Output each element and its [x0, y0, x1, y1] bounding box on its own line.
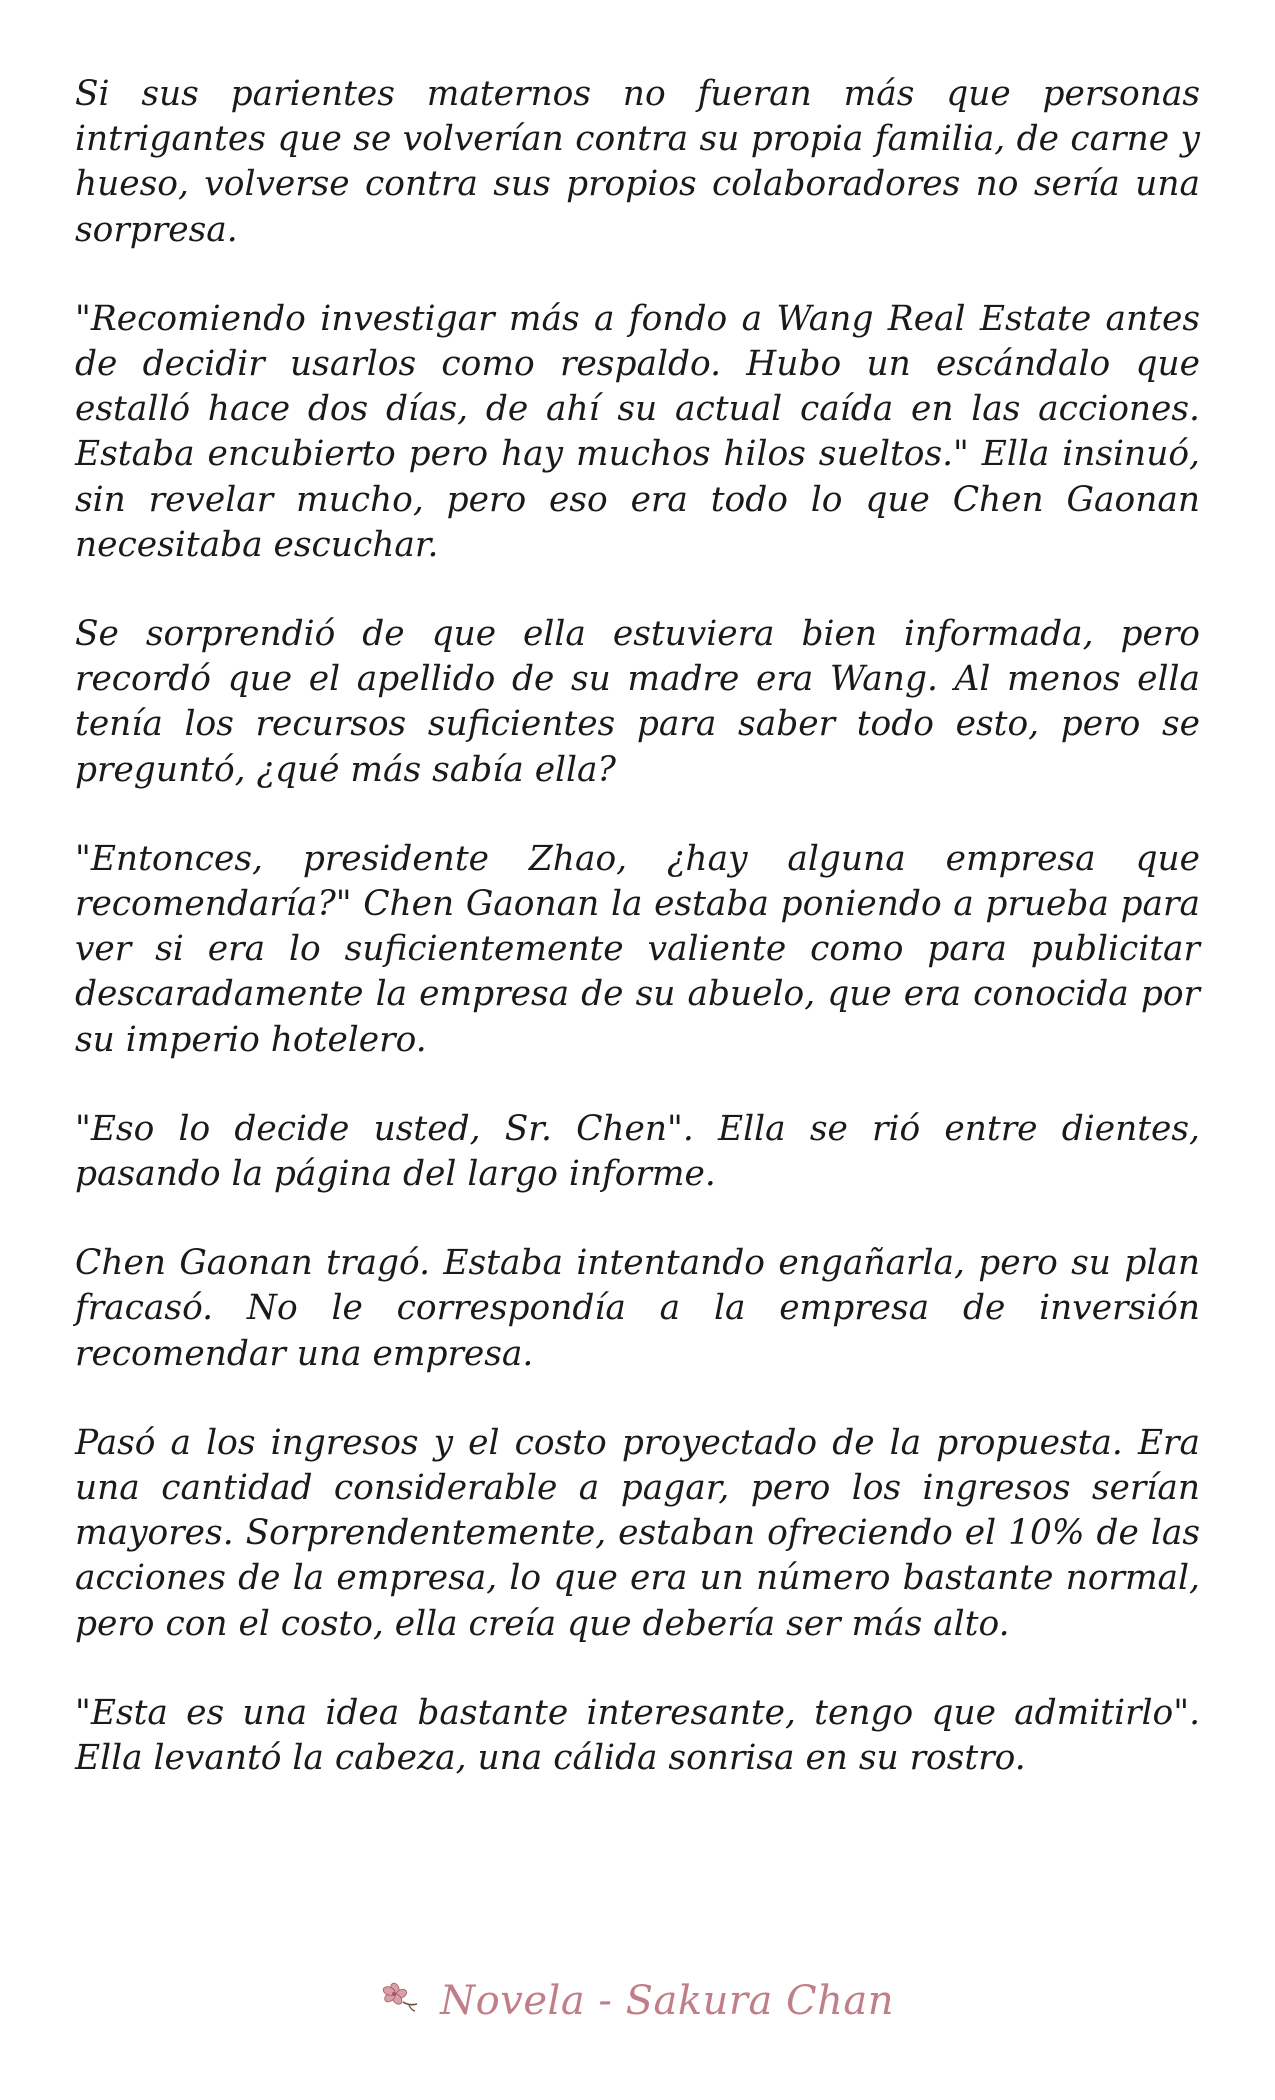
- paragraph-2: "Recomiendo investigar más a fondo a Wang Real Estate antes de decidir usarlos como respaldo. Hubo un escándalo que estalló hace dos días, de ahí su actual caída en las acciones. Estaba encubierto pero hay muchos hilos sueltos." Ella insinuó, sin revelar mucho, pero eso era todo lo que Chen Gaonan necesitaba escuchar.: [75, 298, 1200, 565]
- chapter-text: [75, 72, 1200, 1825]
- paragraph-3: Se sorprendió de que ella estuviera bien informada, pero recordó que el apellido de su madre era Wang. Al menos ella tenía los recursos suficientes para saber todo esto, pero se preguntó, ¿qué más sabía ella?: [75, 614, 1200, 790]
- paragraph-5: "Eso lo decide usted, Sr. Chen". Ella se rió entre dientes, pasando la página del largo informe.: [75, 1108, 1200, 1195]
- paragraph-6: Chen Gaonan tragó. Estaba intentando engañarla, pero su plan fracasó. No le correspondía a la empresa de inversión recomendar una empresa.: [75, 1243, 1200, 1374]
- footer-watermark: [0, 1975, 1275, 2024]
- footer-label: Novela - Sakura Chan: [440, 1978, 895, 2024]
- paragraph-4: "Entonces, presidente Zhao, ¿hay alguna empresa que recomendaría?" Chen Gaonan la estaba poniendo a prueba para ver si era lo suficientemente valiente como para publicitar descaradamente la empresa de su abuelo, que era conocida por su imperio hotelero.: [75, 838, 1200, 1060]
- paragraph-7: Pasó a los ingresos y el costo proyectado de la propuesta. Era una cantidad considerable a pagar, pero los ingresos serían mayores. Sorprendentemente, estaban ofreciendo el 10% de las acciones de la empresa, lo que era un número bastante normal, pero con el costo, ella creía que debería ser más alto.: [75, 1422, 1200, 1644]
- paragraph-8: "Esta es una idea bastante interesante, tengo que admitirlo". Ella levantó la cabeza, una cálida sonrisa en su rostro.: [75, 1692, 1200, 1779]
- sakura-flower-icon: [381, 1978, 421, 2024]
- paragraph-1: Si sus parientes maternos no fueran más que personas intrigantes que se volverían contra su propia familia, de carne y hueso, volverse contra sus propios colaboradores no sería una sorpresa.: [75, 74, 1200, 250]
